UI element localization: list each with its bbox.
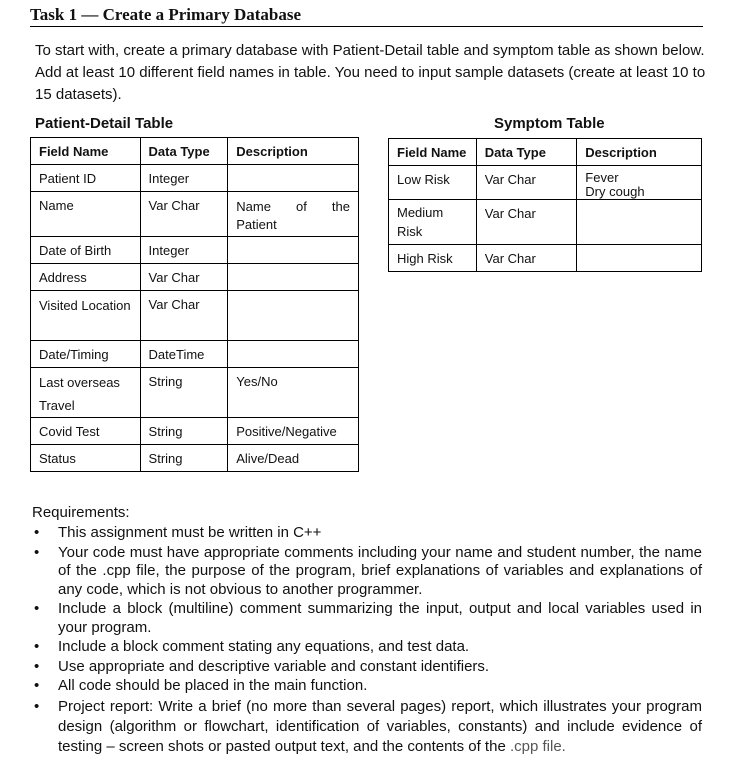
list-item (30, 600, 702, 637)
symptom-table-title: Symptom Table (494, 115, 605, 132)
field-name-cell: Last overseas Travel (31, 368, 141, 418)
description-cell (577, 200, 702, 245)
requirement-text: Use appropriate and descriptive variable and constant identifiers. (58, 657, 490, 675)
title-underline (30, 26, 703, 27)
data-type-cell: Var Char (140, 264, 228, 291)
column-header: Field Name (31, 138, 141, 165)
description-cell (228, 341, 359, 368)
list-item (30, 544, 702, 600)
description-cell: Name of the Patient (228, 192, 359, 237)
column-header: Data Type (140, 138, 228, 165)
patient-detail-table (30, 137, 359, 472)
bullet-icon: • (34, 697, 40, 715)
data-type-cell: DateTime (140, 341, 228, 368)
data-type-cell: Var Char (140, 291, 228, 341)
table-row (31, 237, 359, 264)
data-type-cell: Integer (140, 237, 228, 264)
bullet-icon: • (34, 638, 40, 655)
requirements-list (30, 524, 702, 758)
field-name-cell: Medium Risk (389, 200, 477, 245)
table-row (389, 200, 702, 245)
table-row (31, 341, 359, 368)
table-row (389, 166, 702, 200)
table-row (389, 245, 702, 272)
patient-table-title: Patient-Detail Table (35, 115, 174, 132)
list-item (30, 658, 702, 677)
bullet-icon: • (34, 543, 40, 561)
bullet-icon: • (34, 524, 40, 541)
description-cell (577, 166, 702, 200)
column-header: Description (228, 138, 359, 165)
cpp-file-text: .cpp file. (509, 737, 566, 755)
data-type-cell: Var Char (476, 166, 577, 200)
table-row (31, 418, 359, 445)
field-name-cell: Covid Test (31, 418, 141, 445)
requirement-text: All code should be placed in the main function. (58, 677, 368, 694)
description-cell: Yes/No (228, 368, 359, 418)
description-line: Dry cough (585, 184, 645, 199)
data-type-cell: Var Char (140, 192, 228, 237)
requirements-heading: Requirements: (32, 504, 130, 521)
field-name-cell: Address (31, 264, 141, 291)
table-row (31, 291, 359, 341)
table-row (31, 165, 359, 192)
field-name-cell: Date/Timing (31, 341, 141, 368)
field-name-cell: Date of Birth (31, 237, 141, 264)
description-cell: Alive/Dead (228, 445, 359, 472)
symptom-table (388, 138, 702, 272)
description-cell (228, 264, 359, 291)
data-type-cell: Integer (140, 165, 228, 192)
field-name-cell: Status (31, 445, 141, 472)
table-header-row (31, 138, 359, 165)
description-line: Fever (585, 170, 619, 185)
data-type-cell: Var Char (476, 200, 577, 245)
bullet-icon: • (34, 600, 40, 617)
description-cell (228, 237, 359, 264)
field-name-cell: Name (31, 192, 141, 237)
description-cell (228, 291, 359, 341)
intro-paragraph: To start with, create a primary database with Patient-Detail table and symptom table as shown below. Add at least 10 different field names in table. You need to input sample datasets (create at least 10 to 15 datasets). (35, 42, 706, 103)
requirement-text: Include a block comment stating any equations, and test data. (58, 638, 470, 655)
requirement-text: Include a block (multiline) comment summarizing the input, output and local variables used in your program. (58, 600, 702, 636)
data-type-cell: String (140, 445, 228, 472)
data-type-cell: String (140, 418, 228, 445)
table-header-row (389, 139, 702, 166)
bullet-icon: • (34, 657, 40, 675)
description-cell (577, 245, 702, 272)
field-name-cell: Low Risk (389, 166, 477, 200)
table-row (31, 192, 359, 237)
data-type-cell: String (140, 368, 228, 418)
task-title: Task 1 — Create a Primary Database (30, 5, 302, 24)
column-header: Description (577, 139, 702, 166)
description-cell (228, 165, 359, 192)
list-item (30, 697, 702, 757)
requirement-text: This assignment must be written in C++ (58, 524, 322, 541)
field-name-cell: Visited Location (31, 291, 141, 341)
column-header: Data Type (476, 139, 577, 166)
requirement-text: Project report: Write a brief (no more than several pages) report, which illustrates your program design (algorithm or flowchart, identification of variables, constants) and include evidence of testing – screen shots or pasted output text, and the contents of the (58, 697, 702, 755)
table-row (31, 264, 359, 291)
description-cell: Positive/Negative (228, 418, 359, 445)
table-row (31, 445, 359, 472)
column-header: Field Name (389, 139, 477, 166)
field-name-cell: Patient ID (31, 165, 141, 192)
list-item (30, 638, 702, 657)
list-item (30, 677, 702, 696)
data-type-cell: Var Char (476, 245, 577, 272)
requirement-text: Your code must have appropriate comments including your name and student number, the name of the .cpp file, the purpose of the program, brief explanations of variables and explanations of any code, which is not obvious to another programmer. (58, 543, 702, 598)
bullet-icon: • (34, 677, 40, 694)
table-row (31, 368, 359, 418)
list-item (30, 524, 702, 543)
field-name-cell: High Risk (389, 245, 477, 272)
